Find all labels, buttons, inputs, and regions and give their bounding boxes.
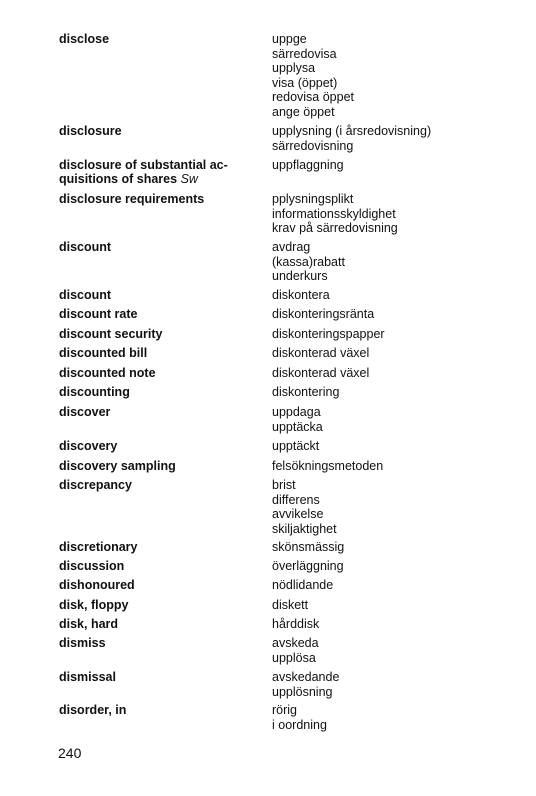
entry-translations (272, 307, 522, 322)
entry-translations (272, 670, 522, 699)
entry-term: discretionary (59, 540, 138, 554)
term-suffix: Sw (180, 172, 198, 186)
entry-term: discount (59, 288, 112, 302)
entry-term: discount (59, 240, 112, 254)
translation: diskett (272, 598, 309, 612)
translation: uppge (272, 32, 307, 46)
translation: felsökningsmetoden (272, 459, 384, 473)
translation: diskontering (272, 385, 340, 399)
translation: i oordning (272, 717, 327, 732)
entry-term: disclosure (59, 124, 122, 138)
translation: avskedande (272, 670, 340, 684)
entry-translations (272, 439, 522, 454)
translation: differens (272, 492, 320, 507)
entry-translations (272, 405, 522, 434)
translation: krav på särredovisning (272, 221, 398, 235)
translation: visa (öppet) (272, 75, 338, 90)
entry-translations (272, 459, 522, 474)
entry-term: discover (59, 405, 111, 419)
entry-term: disorder, in (59, 703, 127, 717)
entry-term: disk, hard (59, 617, 119, 631)
entry-term: discovery sampling (59, 459, 176, 473)
entry-term: dismiss (59, 636, 106, 650)
translation: skönsmässig (272, 540, 345, 554)
entry-translations (272, 124, 522, 153)
translation: avdrag (272, 240, 311, 254)
translation: upplysning (i årsredovisning) (272, 124, 432, 138)
entry-translations (272, 598, 522, 613)
translation: diskonterad växel (272, 346, 370, 360)
entry-translations (272, 578, 522, 593)
entry-term: dishonoured (59, 578, 135, 592)
entry-translations (272, 478, 522, 536)
entry-term: discussion (59, 559, 125, 573)
translation: skiljaktighet (272, 521, 337, 536)
entry-translations (272, 327, 522, 342)
translation: pplysningsplikt (272, 192, 354, 206)
entry-translations (272, 385, 522, 400)
entry-term: discount rate (59, 307, 138, 321)
translation: uppdaga (272, 405, 321, 419)
translation: ange öppet (272, 104, 335, 119)
entry-term: disclose (59, 32, 110, 46)
entry-term: discrepancy (59, 478, 132, 492)
entry-translations (272, 346, 522, 361)
entry-translations (272, 366, 522, 381)
translation: upplysa (272, 61, 316, 75)
entry-term: disclosure requirements (59, 192, 205, 206)
entry-translations (272, 192, 522, 236)
entry-term: discovery (59, 439, 118, 453)
translation: upptäcka (272, 419, 323, 434)
translation: rörig (272, 703, 298, 717)
translation: diskontera (272, 288, 330, 302)
entry-translations (272, 158, 522, 173)
translation: uppflaggning (272, 158, 344, 172)
translation: informationsskyldighet (272, 206, 396, 221)
term-line: disclosure of substantial ac- (59, 158, 228, 172)
translation: upptäckt (272, 439, 320, 453)
translation: diskonteringsränta (272, 307, 375, 321)
entry-term: discount security (59, 327, 163, 341)
translation: nödlidande (272, 578, 334, 592)
translation: upplösning (272, 684, 333, 699)
translation: hårddisk (272, 617, 320, 631)
translation: upplösa (272, 650, 316, 665)
translation: avskeda (272, 636, 319, 650)
entry-term: discounted bill (59, 346, 148, 360)
entry-translations (272, 636, 522, 665)
entry-term: dismissal (59, 670, 116, 684)
entry-translations (272, 559, 522, 574)
translation: särredovisning (272, 138, 354, 153)
translation: avvikelse (272, 507, 324, 521)
entry-translations (272, 617, 522, 632)
entry-translations (272, 288, 522, 303)
entry-term (59, 158, 249, 186)
translation: redovisa öppet (272, 90, 355, 104)
translation: diskonterad växel (272, 366, 370, 380)
entry-translations (272, 540, 522, 555)
translation: underkurs (272, 269, 328, 283)
entry-translations (272, 32, 522, 119)
entry-translations (272, 703, 522, 732)
translation: (kassa)rabatt (272, 254, 345, 269)
page-number: 240 (58, 745, 82, 761)
entry-term: disk, floppy (59, 598, 129, 612)
entry-term: discounted note (59, 366, 156, 380)
entry-translations (272, 240, 522, 284)
entry-term: discounting (59, 385, 130, 399)
translation: överläggning (272, 559, 344, 573)
term-line: quisitions of shares (59, 172, 178, 186)
translation: särredovisa (272, 46, 337, 61)
translation: diskonteringspapper (272, 327, 385, 341)
translation: brist (272, 478, 296, 492)
